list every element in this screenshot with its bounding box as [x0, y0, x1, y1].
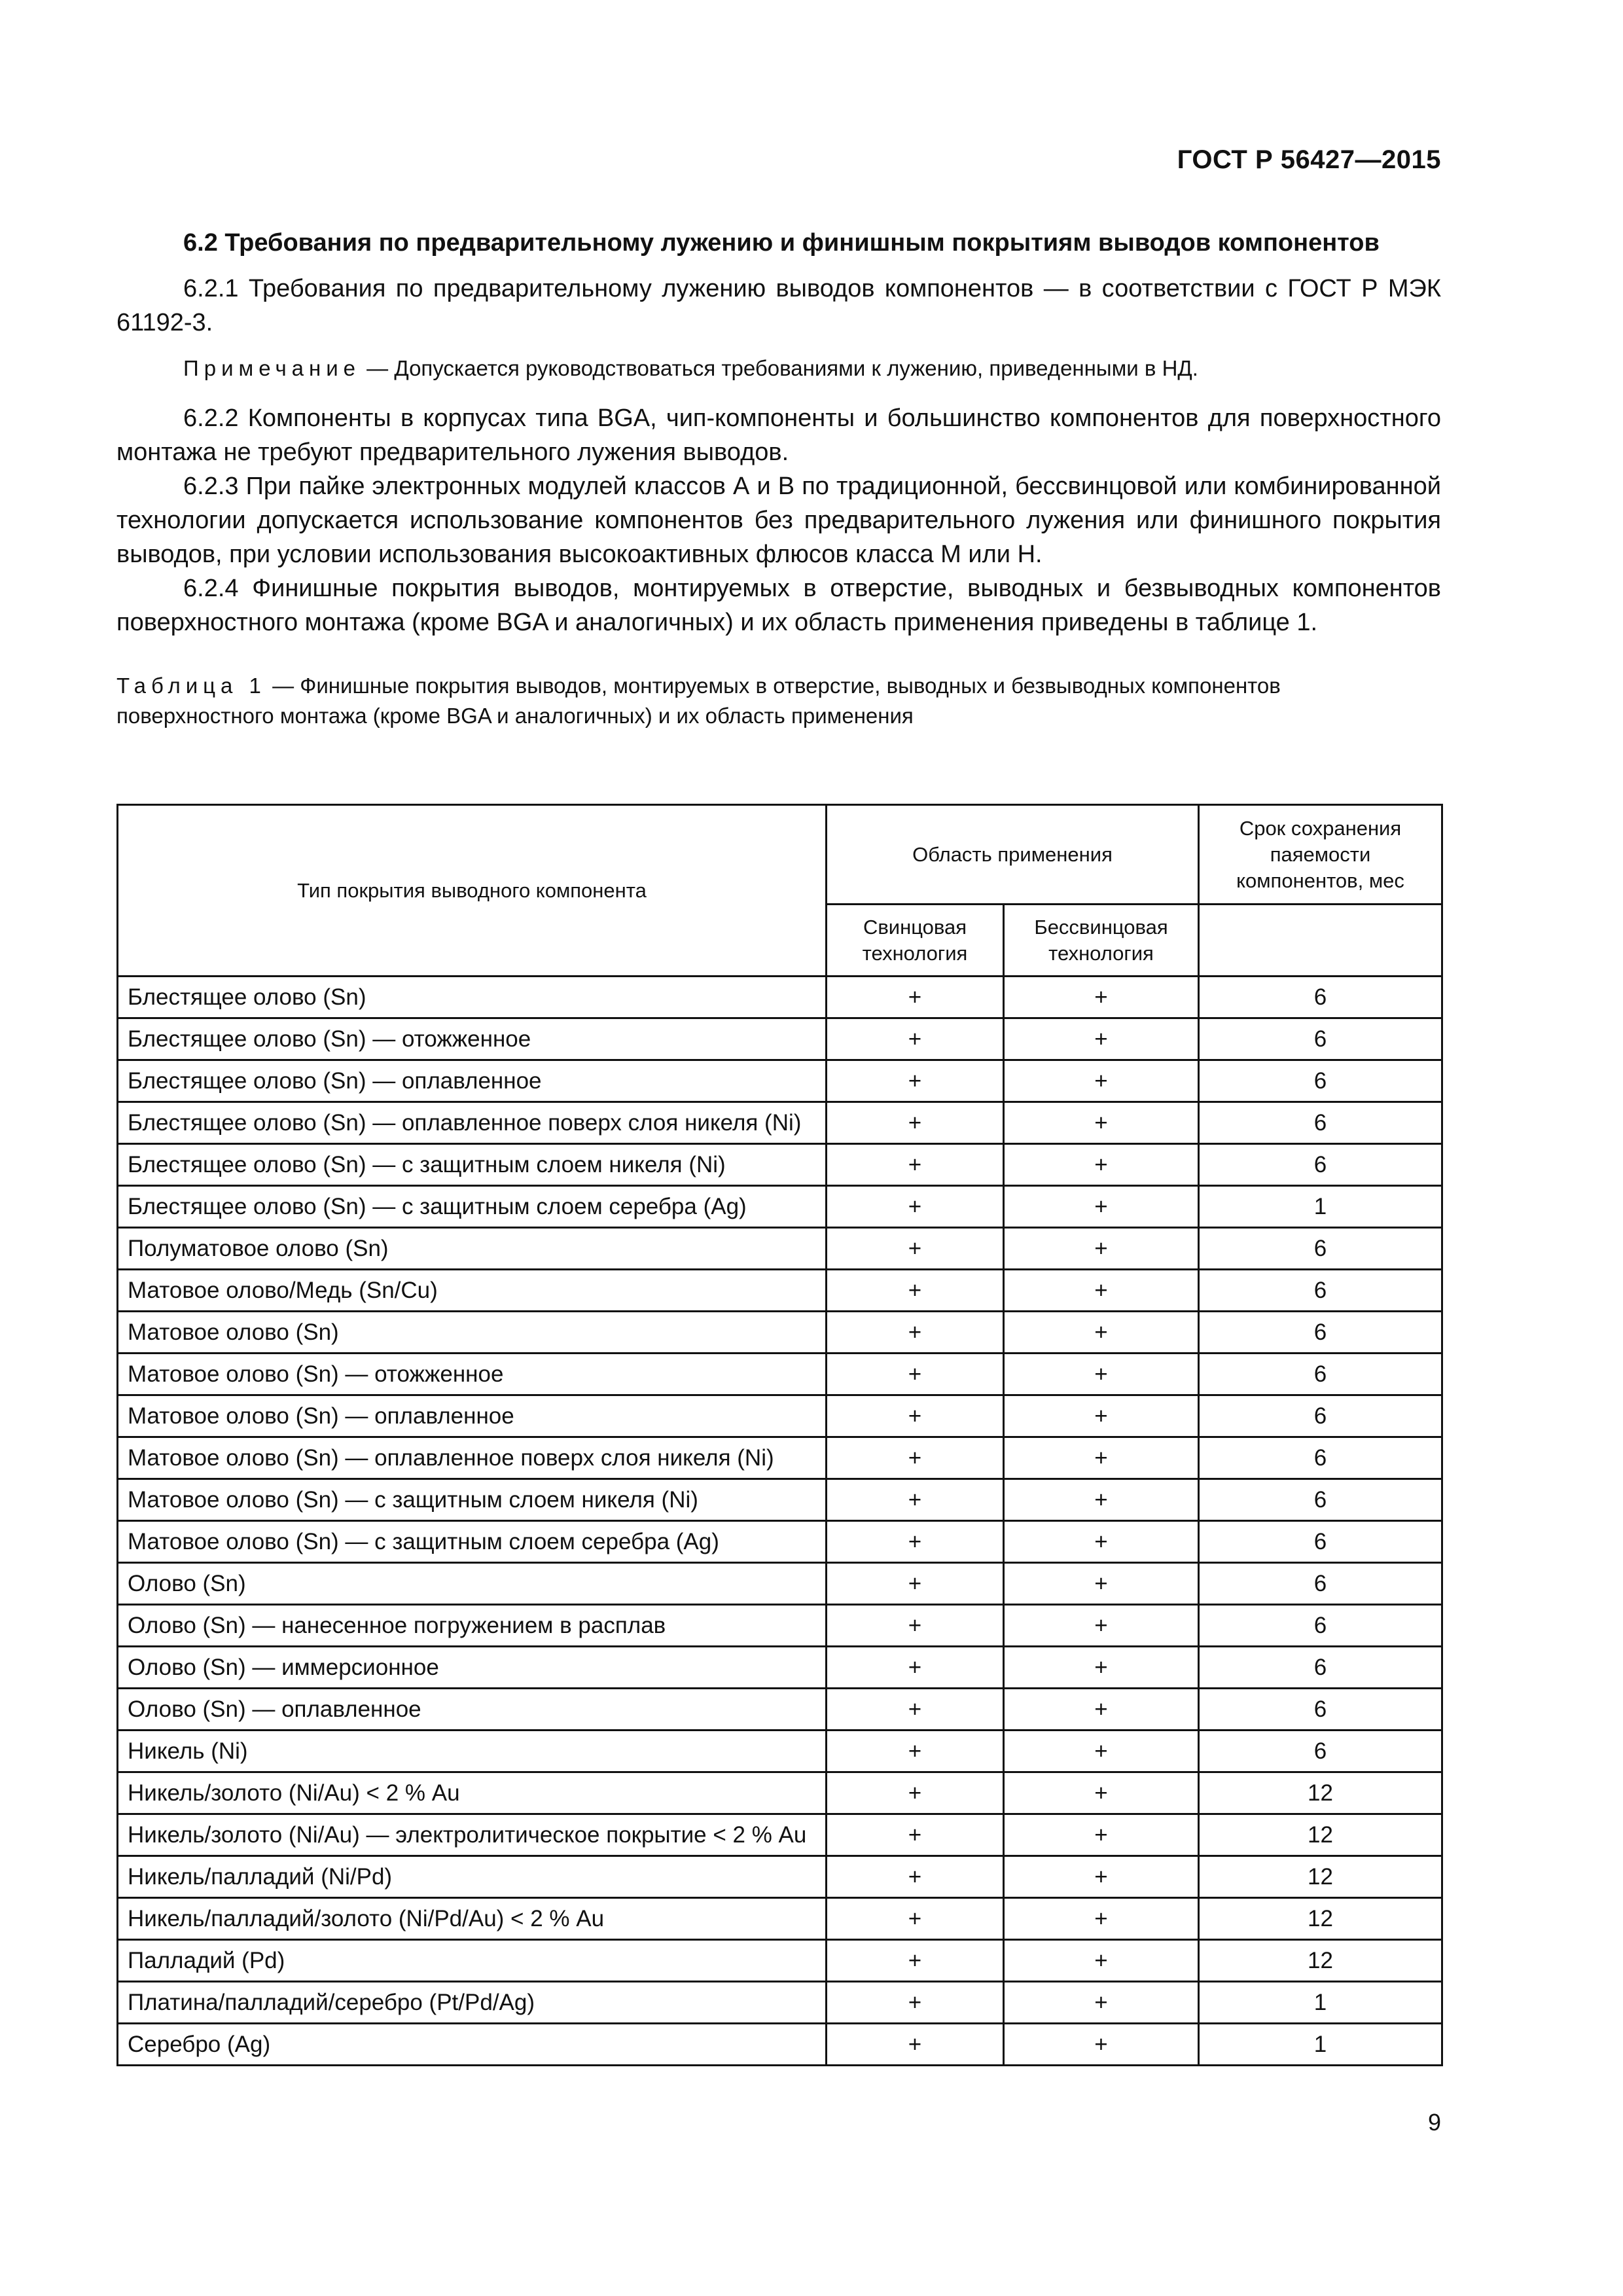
paragraph-6-2-1: 6.2.1 Требования по предварительному лужению выводов компонентов — в соответствии с ГОСТ Р МЭК 61192-3.	[116, 275, 1441, 336]
page-number: 9	[1427, 2109, 1441, 2136]
cell-lead-technology: +	[827, 1731, 1004, 1772]
table-row	[118, 1521, 1442, 1563]
cell-coating-type: Блестящее олово (Sn)	[118, 977, 827, 1018]
table-caption-text: — Финишные покрытия выводов, монтируемых в отверстие, выводных и безвыводных компонентов поверхностного монтажа (кроме BGA и аналогичных) и их область применения	[116, 673, 1281, 728]
cell-lead-technology: +	[827, 2024, 1004, 2066]
table-row	[118, 1856, 1442, 1898]
cell-shelf-life: 6	[1199, 1437, 1442, 1479]
header-lead-technology: Свинцовая технология	[827, 905, 1004, 977]
cell-leadfree-technology: +	[1004, 1395, 1199, 1437]
cell-coating-type: Никель/палладий/золото (Ni/Pd/Au) < 2 % Au	[118, 1898, 827, 1940]
table-row	[118, 1060, 1442, 1102]
cell-coating-type: Олово (Sn) — иммерсионное	[118, 1647, 827, 1689]
cell-coating-type: Блестящее олово (Sn) — оплавленное поверх слоя никеля (Ni)	[118, 1102, 827, 1144]
cell-lead-technology: +	[827, 1018, 1004, 1060]
cell-shelf-life: 1	[1199, 2024, 1442, 2066]
cell-coating-type: Серебро (Ag)	[118, 2024, 827, 2066]
table-row	[118, 1605, 1442, 1647]
cell-leadfree-technology: +	[1004, 1479, 1199, 1521]
cell-coating-type: Матовое олово (Sn) — оплавленное	[118, 1395, 827, 1437]
cell-leadfree-technology: +	[1004, 1437, 1199, 1479]
cell-shelf-life: 12	[1199, 1814, 1442, 1856]
table-row	[118, 1186, 1442, 1228]
header-shelf-life: Срок сохранения паяемости компонентов, мес	[1199, 805, 1442, 905]
cell-leadfree-technology: +	[1004, 1563, 1199, 1605]
header-application-area: Область применения	[827, 805, 1199, 905]
table-row	[118, 1479, 1442, 1521]
cell-leadfree-technology: +	[1004, 1689, 1199, 1731]
cell-lead-technology: +	[827, 977, 1004, 1018]
cell-lead-technology: +	[827, 1354, 1004, 1395]
cell-lead-technology: +	[827, 1144, 1004, 1186]
cell-leadfree-technology: +	[1004, 1982, 1199, 2024]
table-row	[118, 1018, 1442, 1060]
cell-shelf-life: 6	[1199, 1395, 1442, 1437]
cell-shelf-life: 6	[1199, 1312, 1442, 1354]
table-row	[118, 1354, 1442, 1395]
cell-coating-type: Блестящее олово (Sn) — оплавленное	[118, 1060, 827, 1102]
section-body	[116, 226, 1441, 731]
table-row	[118, 1898, 1442, 1940]
cell-coating-type: Матовое олово (Sn) — с защитным слоем никеля (Ni)	[118, 1479, 827, 1521]
cell-coating-type: Никель/золото (Ni/Au) < 2 % Au	[118, 1772, 827, 1814]
cell-coating-type: Никель/золото (Ni/Au) — электролитическое покрытие < 2 % Au	[118, 1814, 827, 1856]
cell-lead-technology: +	[827, 1060, 1004, 1102]
note	[116, 353, 1441, 384]
table-row	[118, 1689, 1442, 1731]
cell-leadfree-technology: +	[1004, 977, 1199, 1018]
cell-leadfree-technology: +	[1004, 1060, 1199, 1102]
cell-coating-type: Матовое олово (Sn)	[118, 1312, 827, 1354]
cell-leadfree-technology: +	[1004, 1521, 1199, 1563]
cell-shelf-life: 6	[1199, 977, 1442, 1018]
table-row	[118, 2024, 1442, 2066]
cell-lead-technology: +	[827, 1521, 1004, 1563]
table-row	[118, 1437, 1442, 1479]
cell-shelf-life: 6	[1199, 1647, 1442, 1689]
cell-leadfree-technology: +	[1004, 1814, 1199, 1856]
cell-leadfree-technology: +	[1004, 1731, 1199, 1772]
header-leadfree-technology: Бессвинцовая технология	[1004, 905, 1199, 977]
cell-coating-type: Платина/палладий/серебро (Pt/Pd/Ag)	[118, 1982, 827, 2024]
table-row	[118, 1563, 1442, 1605]
cell-lead-technology: +	[827, 1437, 1004, 1479]
cell-leadfree-technology: +	[1004, 1018, 1199, 1060]
cell-lead-technology: +	[827, 1395, 1004, 1437]
table-row	[118, 1102, 1442, 1144]
table-body	[118, 977, 1442, 2066]
cell-coating-type: Блестящее олово (Sn) — отожженное	[118, 1018, 827, 1060]
cell-coating-type: Олово (Sn) — нанесенное погружением в расплав	[118, 1605, 827, 1647]
cell-lead-technology: +	[827, 1563, 1004, 1605]
table-row	[118, 1814, 1442, 1856]
cell-coating-type: Блестящее олово (Sn) — с защитным слоем никеля (Ni)	[118, 1144, 827, 1186]
cell-lead-technology: +	[827, 1814, 1004, 1856]
cell-leadfree-technology: +	[1004, 1647, 1199, 1689]
cell-leadfree-technology: +	[1004, 1898, 1199, 1940]
cell-lead-technology: +	[827, 1312, 1004, 1354]
table-row	[118, 977, 1442, 1018]
cell-shelf-life: 6	[1199, 1605, 1442, 1647]
cell-coating-type: Никель (Ni)	[118, 1731, 827, 1772]
cell-leadfree-technology: +	[1004, 1856, 1199, 1898]
cell-shelf-life: 12	[1199, 1772, 1442, 1814]
cell-shelf-life: 6	[1199, 1270, 1442, 1312]
cell-shelf-life: 12	[1199, 1940, 1442, 1982]
paragraph-6-2-4: 6.2.4 Финишные покрытия выводов, монтируемых в отверстие, выводных и безвыводных компонентов поверхностного монтажа (кроме BGA и аналогичных) и их область применения приведены в таблице 1.	[116, 575, 1441, 636]
cell-leadfree-technology: +	[1004, 1102, 1199, 1144]
cell-leadfree-technology: +	[1004, 1940, 1199, 1982]
cell-shelf-life: 6	[1199, 1228, 1442, 1270]
table-row	[118, 1144, 1442, 1186]
cell-shelf-life: 6	[1199, 1521, 1442, 1563]
cell-coating-type: Олово (Sn)	[118, 1563, 827, 1605]
cell-leadfree-technology: +	[1004, 2024, 1199, 2066]
table-row	[118, 1731, 1442, 1772]
paragraph-6-2-3: 6.2.3 При пайке электронных модулей классов А и В по традиционной, бессвинцовой или комбинированной технологии допускается использование компонентов без предварительного лужения или финишного покрытия выводов, при условии использования высокоактивных флюсов класса М или Н.	[116, 473, 1441, 568]
cell-lead-technology: +	[827, 1186, 1004, 1228]
table-row	[118, 1647, 1442, 1689]
cell-shelf-life: 6	[1199, 1060, 1442, 1102]
cell-shelf-life: 6	[1199, 1018, 1442, 1060]
table-row	[118, 1312, 1442, 1354]
cell-leadfree-technology: +	[1004, 1354, 1199, 1395]
cell-leadfree-technology: +	[1004, 1228, 1199, 1270]
cell-shelf-life: 6	[1199, 1479, 1442, 1521]
cell-lead-technology: +	[827, 1102, 1004, 1144]
cell-lead-technology: +	[827, 1479, 1004, 1521]
cell-lead-technology: +	[827, 1982, 1004, 2024]
table-row	[118, 1270, 1442, 1312]
table-row	[118, 1395, 1442, 1437]
note-label: Примечание	[183, 356, 361, 380]
cell-shelf-life: 6	[1199, 1354, 1442, 1395]
header-coating-type: Тип покрытия выводного компонента	[118, 805, 827, 977]
table-row	[118, 1772, 1442, 1814]
cell-coating-type: Матовое олово (Sn) — с защитным слоем серебра (Ag)	[118, 1521, 827, 1563]
cell-leadfree-technology: +	[1004, 1270, 1199, 1312]
cell-coating-type: Олово (Sn) — оплавленное	[118, 1689, 827, 1731]
cell-shelf-life: 6	[1199, 1144, 1442, 1186]
cell-coating-type: Палладий (Pd)	[118, 1940, 827, 1982]
table-caption	[116, 671, 1441, 731]
cell-shelf-life: 1	[1199, 1982, 1442, 2024]
cell-lead-technology: +	[827, 1689, 1004, 1731]
table-row	[118, 1228, 1442, 1270]
cell-leadfree-technology: +	[1004, 1186, 1199, 1228]
cell-shelf-life: 12	[1199, 1898, 1442, 1940]
cell-shelf-life: 6	[1199, 1563, 1442, 1605]
cell-leadfree-technology: +	[1004, 1772, 1199, 1814]
section-heading: 6.2 Требования по предварительному лужению и финишным покрытиям выводов компонентов	[183, 229, 1380, 257]
cell-lead-technology: +	[827, 1270, 1004, 1312]
header-shelf-life-empty	[1199, 905, 1442, 977]
cell-coating-type: Матовое олово/Медь (Sn/Cu)	[118, 1270, 827, 1312]
cell-lead-technology: +	[827, 1772, 1004, 1814]
table-row	[118, 1982, 1442, 2024]
cell-lead-technology: +	[827, 1856, 1004, 1898]
cell-shelf-life: 6	[1199, 1689, 1442, 1731]
cell-coating-type: Полуматовое олово (Sn)	[118, 1228, 827, 1270]
table-row	[118, 1940, 1442, 1982]
cell-shelf-life: 12	[1199, 1856, 1442, 1898]
cell-lead-technology: +	[827, 1228, 1004, 1270]
cell-lead-technology: +	[827, 1940, 1004, 1982]
cell-coating-type: Блестящее олово (Sn) — с защитным слоем серебра (Ag)	[118, 1186, 827, 1228]
cell-shelf-life: 1	[1199, 1186, 1442, 1228]
table-caption-label: Таблица 1	[116, 673, 266, 698]
cell-coating-type: Матовое олово (Sn) — оплавленное поверх слоя никеля (Ni)	[118, 1437, 827, 1479]
cell-shelf-life: 6	[1199, 1102, 1442, 1144]
document-code: ГОСТ Р 56427—2015	[1177, 145, 1441, 174]
cell-leadfree-technology: +	[1004, 1312, 1199, 1354]
cell-coating-type: Матовое олово (Sn) — отожженное	[118, 1354, 827, 1395]
note-text: — Допускается руководствоваться требованиями к лужению, приведенными в НД.	[361, 356, 1198, 380]
paragraph-6-2-2: 6.2.2 Компоненты в корпусах типа BGA, чип-компоненты и большинство компонентов для поверхностного монтажа не требуют предварительного лужения выводов.	[116, 404, 1441, 466]
cell-lead-technology: +	[827, 1647, 1004, 1689]
cell-lead-technology: +	[827, 1605, 1004, 1647]
coating-table	[116, 804, 1443, 2066]
cell-leadfree-technology: +	[1004, 1144, 1199, 1186]
cell-coating-type: Никель/палладий (Ni/Pd)	[118, 1856, 827, 1898]
cell-shelf-life: 6	[1199, 1731, 1442, 1772]
cell-leadfree-technology: +	[1004, 1605, 1199, 1647]
cell-lead-technology: +	[827, 1898, 1004, 1940]
